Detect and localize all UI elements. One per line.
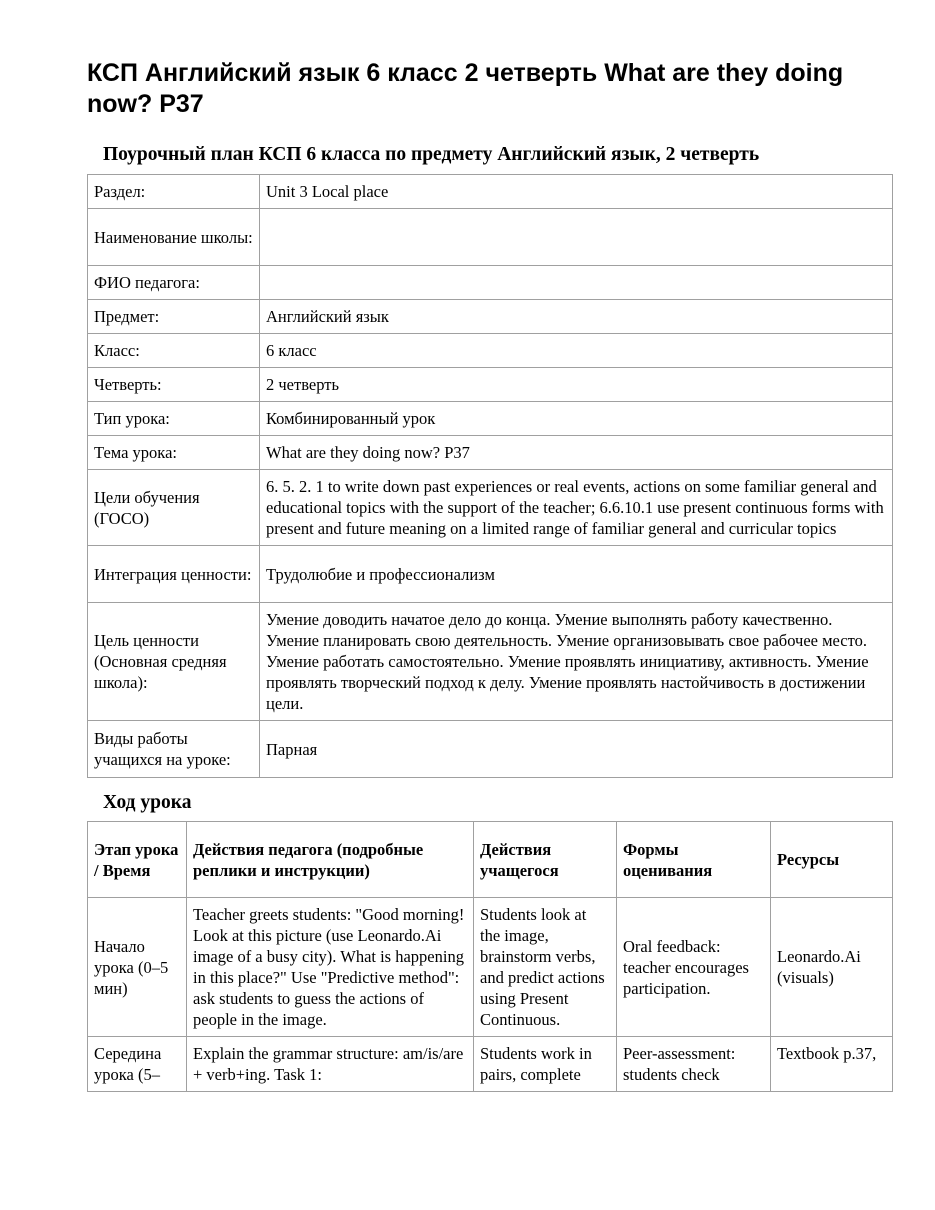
assessment-cell: Oral feedback: teacher encourages participation. (617, 898, 771, 1037)
table-row (88, 436, 893, 470)
page-bottom-margin (0, 1150, 935, 1210)
table-row (88, 603, 893, 721)
row-value (260, 209, 893, 266)
row-label: Тип урока: (88, 402, 260, 436)
assessment-cell: Peer-assessment: students check (617, 1037, 771, 1092)
table-header-row (88, 822, 893, 898)
document-title: КСП Английский язык 6 класс 2 четверть What are they doing now? P37 (87, 59, 844, 118)
row-value: Парная (260, 721, 893, 778)
lesson-heading: Ход урока (103, 792, 192, 813)
column-header: Действия педагога (подробные реплики и инструкции) (187, 822, 474, 898)
teacher-actions-cell: Explain the grammar structure: am/is/are + verb+ing. Task 1: (187, 1037, 474, 1092)
row-label: Наименование школы: (88, 209, 260, 266)
table-row (88, 300, 893, 334)
teacher-actions-cell: Teacher greets students: "Good morning! Look at this picture (use Leonardo.Ai image of a busy city). What is happening in this place?" Use "Predictive method": ask students to guess the actions of people in the image. (187, 898, 474, 1037)
student-actions-cell: Students look at the image, brainstorm verbs, and predict actions using Present Continuous. (474, 898, 617, 1037)
row-value: Комбинированный урок (260, 402, 893, 436)
row-value: Умение доводить начатое дело до конца. Умение выполнять работу качественно. Умение планировать свою деятельность. Умение организовывать свое рабочее место. Умение работать самостоятельно. Умение проявлять инициативу, активность. Умение проявлять творческий подход к делу. Умение проявлять настойчивость в достижении цели. (260, 603, 893, 721)
plan-heading: Поурочный план КСП 6 класса по предмету Английский язык, 2 четверть (103, 144, 760, 165)
table-row (88, 266, 893, 300)
row-label: Предмет: (88, 300, 260, 334)
row-label: Интеграция ценности: (88, 546, 260, 603)
row-value: Английский язык (260, 300, 893, 334)
table-row (88, 402, 893, 436)
row-label: Четверть: (88, 368, 260, 402)
row-value: Трудолюбие и профессионализм (260, 546, 893, 603)
row-label: Цели обучения (ГОСО) (88, 470, 260, 546)
column-header: Ресурсы (771, 822, 893, 898)
table-row (88, 334, 893, 368)
document-page (87, 58, 893, 1092)
column-header: Этап урока / Время (88, 822, 187, 898)
lesson-progress-table (87, 821, 893, 1092)
row-label: Виды работы учащихся на уроке: (88, 721, 260, 778)
row-value: 6. 5. 2. 1 to write down past experiences or real events, actions on some familiar general and educational topics with the support of the teacher; 6.6.10.1 use present continuous forms with present and future meaning on a limited range of familiar general and curricular topics (260, 470, 893, 546)
stage-cell: Начало урока (0–5 мин) (88, 898, 187, 1037)
row-label: Раздел: (88, 175, 260, 209)
row-label: Класс: (88, 334, 260, 368)
row-value: 6 класс (260, 334, 893, 368)
table-row (88, 209, 893, 266)
stage-cell: Середина урока (5– (88, 1037, 187, 1092)
table-row (88, 546, 893, 603)
lesson-info-table (87, 174, 893, 778)
row-label: Цель ценности (Основная средняя школа): (88, 603, 260, 721)
table-row (88, 470, 893, 546)
table-row (88, 1037, 893, 1092)
row-value: Unit 3 Local place (260, 175, 893, 209)
table-row (88, 721, 893, 778)
row-label: Тема урока: (88, 436, 260, 470)
row-label: ФИО педагога: (88, 266, 260, 300)
row-value: 2 четверть (260, 368, 893, 402)
resources-cell: Textbook p.37, (771, 1037, 893, 1092)
column-header: Действия учащегося (474, 822, 617, 898)
table-row (88, 898, 893, 1037)
row-value: What are they doing now? P37 (260, 436, 893, 470)
student-actions-cell: Students work in pairs, complete (474, 1037, 617, 1092)
row-value (260, 266, 893, 300)
table-row (88, 368, 893, 402)
column-header: Формы оценивания (617, 822, 771, 898)
table-row (88, 175, 893, 209)
resources-cell: Leonardo.Ai (visuals) (771, 898, 893, 1037)
